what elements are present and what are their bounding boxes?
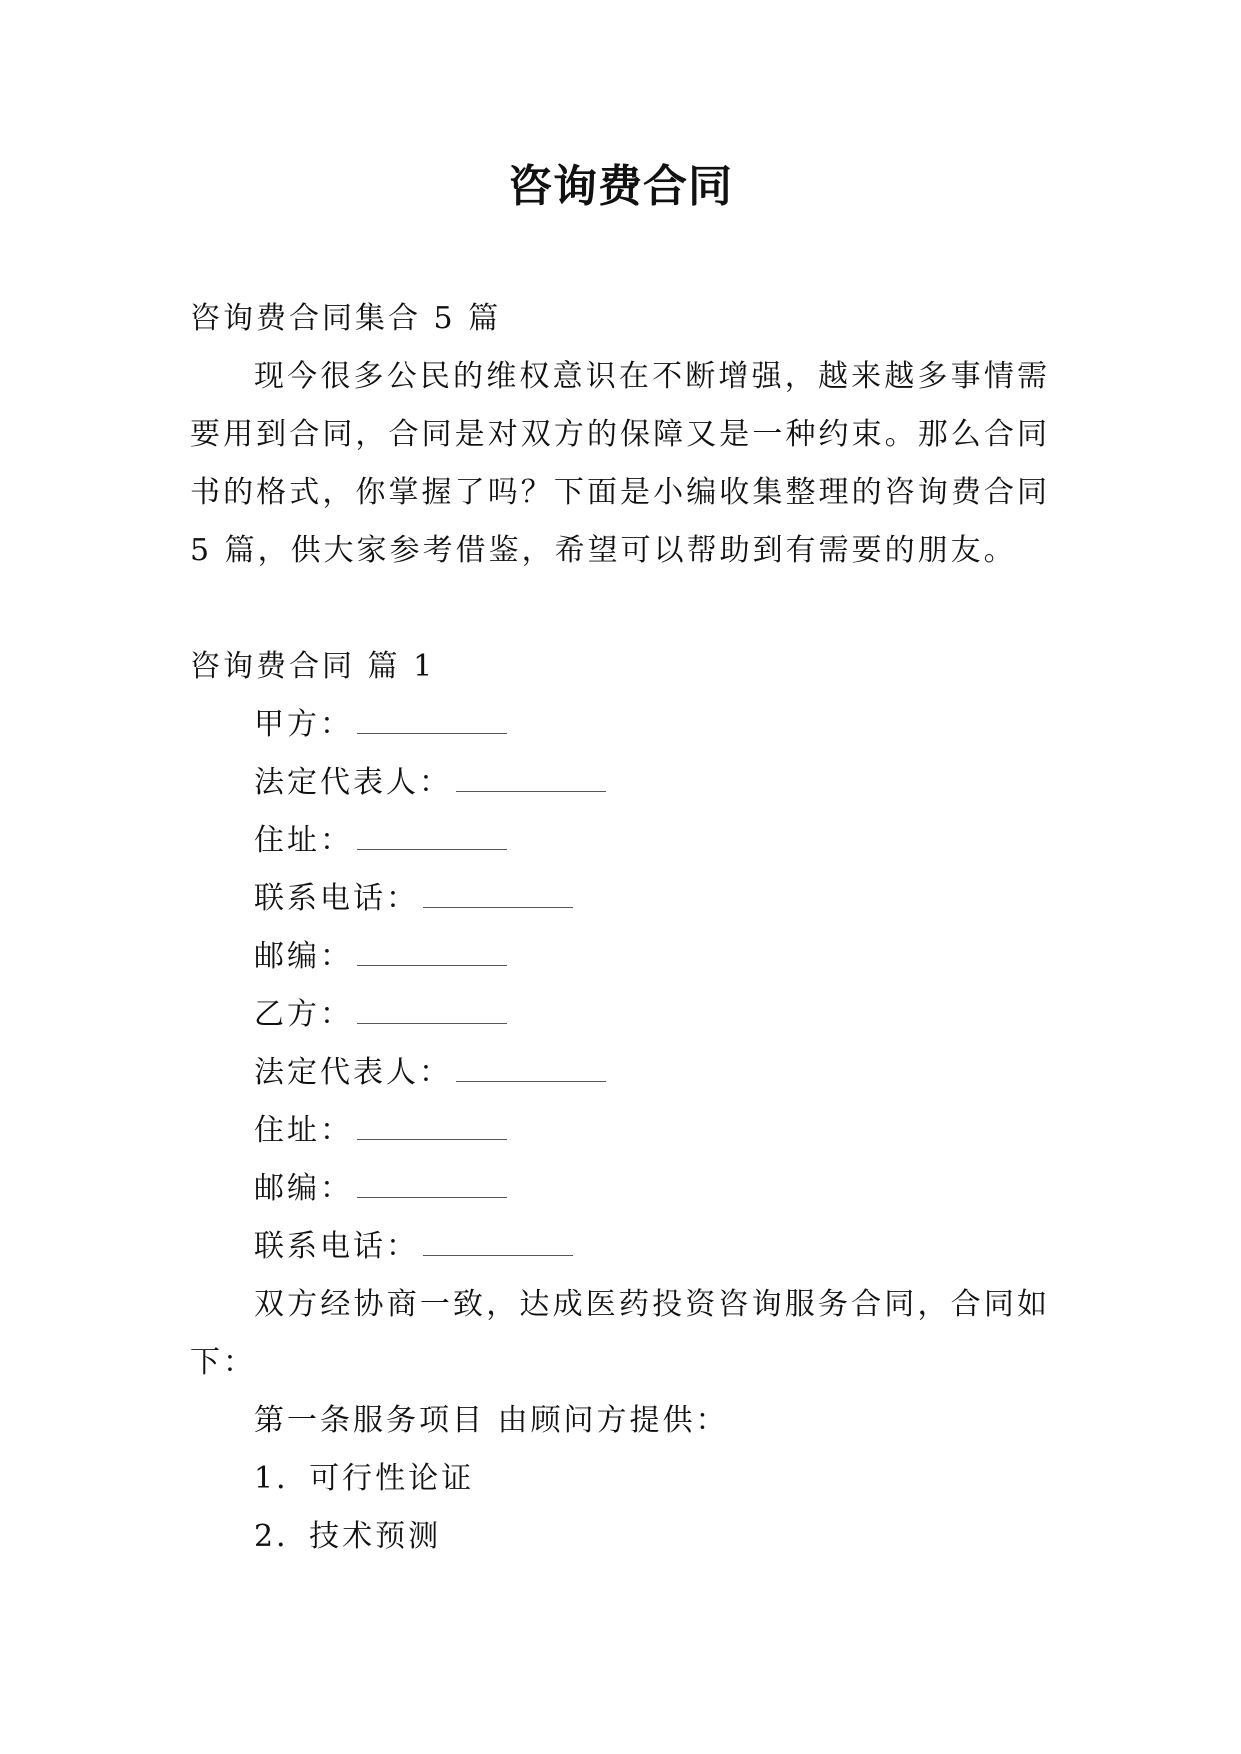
address-label: 住址： bbox=[254, 823, 353, 858]
blank-line bbox=[456, 1055, 606, 1082]
blank-line bbox=[357, 823, 507, 850]
legal-rep-label: 法定代表人： bbox=[254, 1055, 452, 1090]
postcode-label: 邮编： bbox=[254, 939, 353, 974]
blank-line bbox=[357, 997, 507, 1024]
blank-line bbox=[357, 707, 507, 734]
list-item: 2．技术预测 bbox=[254, 1519, 442, 1554]
article-heading: 第一条服务项目 由顾问方提供： bbox=[254, 1403, 729, 1438]
document-title: 咨询费合同 bbox=[508, 161, 733, 212]
list-item: 1．可行性论证 bbox=[254, 1461, 475, 1496]
party-a-legal-rep-field bbox=[190, 754, 1050, 812]
party-b-address-field bbox=[190, 1102, 1050, 1160]
party-b-field bbox=[190, 986, 1050, 1044]
party-b-phone-field bbox=[190, 1218, 1050, 1276]
party-b-label: 乙方： bbox=[254, 997, 353, 1032]
agreement-paragraph: 双方经协商一致，达成医药投资咨询服务合同，合同如下： bbox=[190, 1287, 1050, 1380]
phone-label: 联系电话： bbox=[254, 881, 419, 916]
document-body bbox=[190, 290, 1050, 1566]
party-a-field bbox=[190, 696, 1050, 754]
postcode-label: 邮编： bbox=[254, 1171, 353, 1206]
spacer bbox=[190, 580, 1050, 638]
party-b-legal-rep-field bbox=[190, 1044, 1050, 1102]
party-a-phone-field bbox=[190, 870, 1050, 928]
section-heading: 咨询费合同 篇 1 bbox=[190, 649, 436, 684]
blank-line bbox=[357, 1113, 507, 1140]
phone-label: 联系电话： bbox=[254, 1229, 419, 1264]
blank-line bbox=[423, 881, 573, 908]
blank-line bbox=[357, 939, 507, 966]
blank-line bbox=[456, 765, 606, 792]
intro-paragraph: 现今很多公民的维权意识在不断增强，越来越多事情需要用到合同，合同是对双方的保障又是一种约束。那么合同书的格式，你掌握了吗？下面是小编收集整理的咨询费合同 5 篇，供大家参考借鉴，希望可以帮助到有需要的朋友。 bbox=[190, 359, 1050, 568]
blank-line bbox=[423, 1229, 573, 1256]
party-b-postcode-field bbox=[190, 1160, 1050, 1218]
party-a-label: 甲方： bbox=[254, 707, 353, 742]
party-a-postcode-field bbox=[190, 928, 1050, 986]
blank-line bbox=[357, 1171, 507, 1198]
document-subtitle: 咨询费合同集合 5 篇 bbox=[190, 301, 502, 336]
address-label: 住址： bbox=[254, 1113, 353, 1148]
legal-rep-label: 法定代表人： bbox=[254, 765, 452, 800]
party-a-address-field bbox=[190, 812, 1050, 870]
